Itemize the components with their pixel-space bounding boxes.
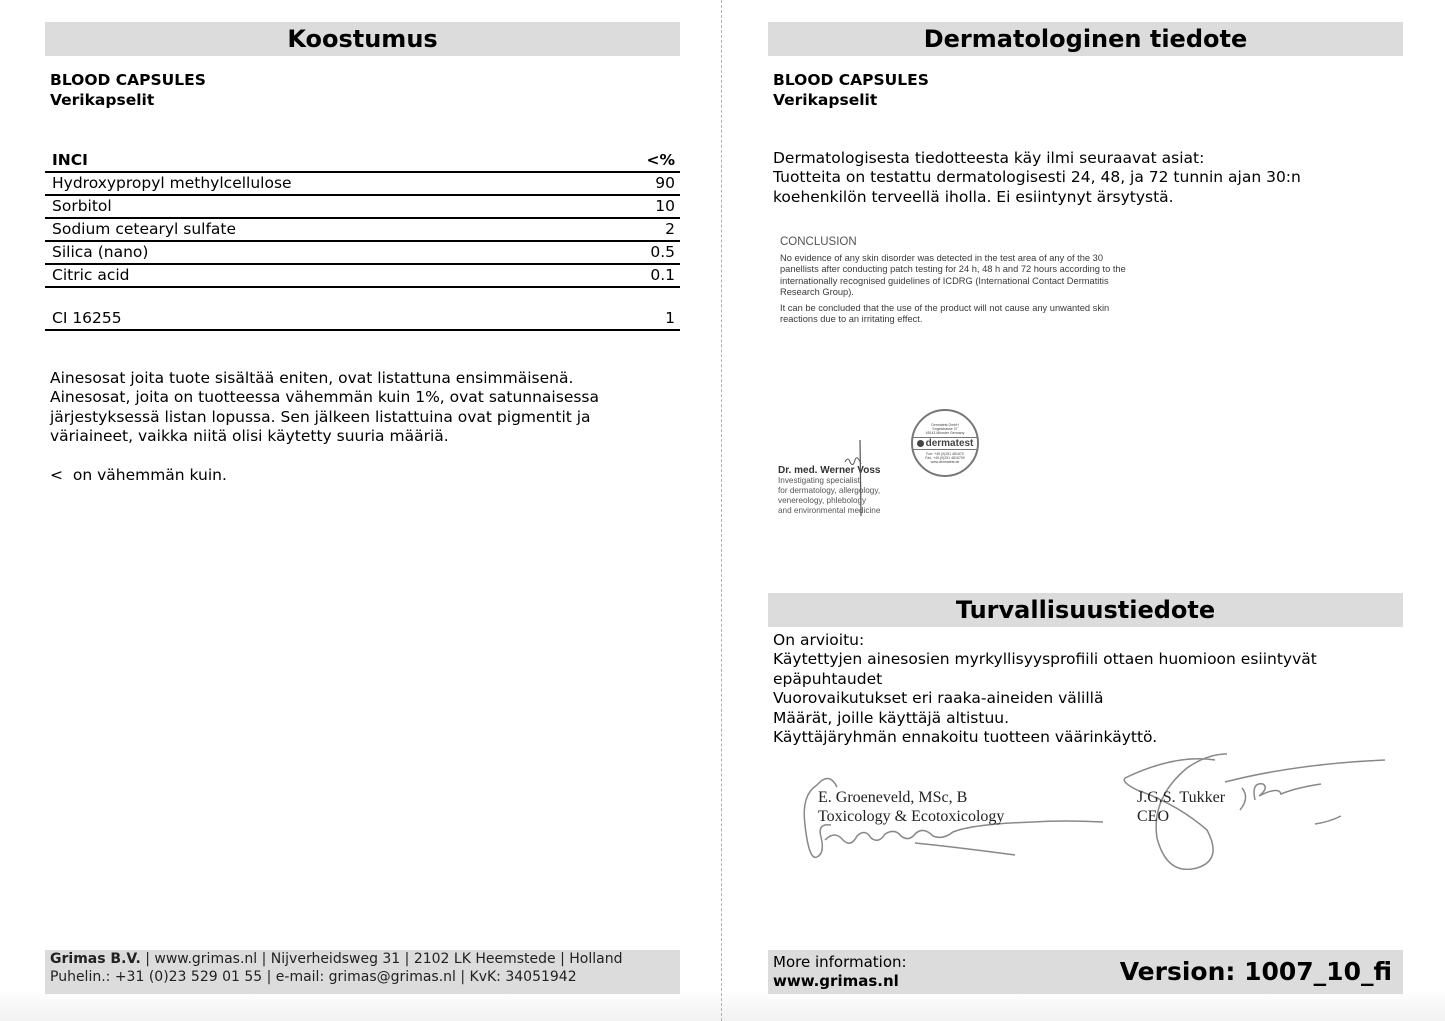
safety-line: Käyttäjäryhmän ennakoitu tuotteen väärinkäyttö. (773, 728, 1158, 747)
intro-line: koehenkilön terveellä iholla. Ei esiintynyt ärsytystä. (773, 187, 1174, 206)
signer-1 (818, 788, 1004, 826)
table-row (45, 242, 680, 265)
company-address: | www.grimas.nl | Nijverheidsweg 31 | 2102 LK Heemstede | Holland (140, 951, 623, 967)
conclusion-title: CONCLUSION (780, 236, 857, 248)
pigment-value: 1 (665, 309, 675, 327)
table-header-row (45, 150, 680, 173)
composition-header: Koostumus (45, 22, 680, 56)
scanned-conclusion (780, 236, 1165, 326)
ingredient-name: Sodium cetearyl sulfate (52, 220, 237, 238)
conclusion-line: Research Group). (780, 286, 854, 297)
table-spacer (45, 288, 680, 308)
note-line: väriaineet, vaikka niitä olisi käytetty suuria määriä. (50, 427, 449, 446)
dermatest-stamp-icon (911, 409, 979, 477)
info-footer (768, 950, 1403, 994)
ingredient-value: 2 (665, 220, 675, 238)
conclusion-line: No evidence of any skin disorder was detected in the test area of any of the 30 (780, 253, 1104, 263)
table-row (45, 265, 680, 288)
company-name: Grimas B.V. (50, 951, 141, 967)
signer-2-role: CEO (1137, 808, 1169, 825)
stamp-dot-icon (917, 440, 924, 447)
footer-line-1 (50, 951, 675, 969)
product-name-fi: Verikapselit (773, 90, 878, 109)
credential-line: and environmental medicine (778, 506, 881, 515)
dermatological-page (768, 0, 1403, 207)
intro-line: Tuotteita on testattu dermatologisesti 24, 48, ja 72 tunnin ajan 30:n (773, 168, 1301, 187)
conclusion-paragraph-2 (780, 303, 1165, 326)
ingredient-name: Silica (nano) (52, 243, 149, 261)
credential-line: for dermatology, allergology, (778, 486, 881, 495)
column-percent: <% (646, 151, 675, 169)
conclusion-line: internationally recognised guidelines of ICDRG (International Contact Dermatitis (780, 275, 1109, 286)
credential-line: venereology, phlebology (778, 496, 867, 505)
more-info (773, 953, 907, 991)
intro-line: Dermatologisesta tiedotteesta käy ilmi seuraavat asiat: (773, 149, 1205, 167)
note-line: Ainesosat, joita on tuotteessa vähemmän kuin 1%, ovat satunnaisessa (50, 388, 600, 407)
ingredient-name: Hydroxypropyl methylcellulose (52, 174, 292, 192)
credential-line: Investigating specialist (778, 476, 860, 485)
more-info-label: More information: (773, 953, 907, 971)
less-than-legend: < on vähemmän kuin. (50, 466, 227, 485)
doctor-name: Dr. med. Werner Voss (778, 465, 881, 476)
signer-1-role: Toxicology & Ecotoxicology (818, 808, 1005, 825)
pigment-name: CI 16255 (52, 309, 122, 327)
ingredient-order-note (45, 369, 680, 485)
safety-line: epäpuhtaudet (773, 669, 883, 688)
pigment-row (45, 308, 680, 331)
safety-line: On arvioitu: (773, 631, 865, 649)
stamp-text: Engelstrasse 37 (932, 426, 958, 431)
note-line: Ainesosat joita tuote sisältää eniten, ovat listattuna ensimmäisenä. (50, 369, 574, 387)
stamp-text: Fon: +49 (0)251 481670 (926, 451, 964, 456)
table-row (45, 219, 680, 242)
website-link[interactable]: www.grimas.nl (773, 972, 899, 990)
product-name: BLOOD CAPSULES (773, 71, 929, 89)
table-row (45, 173, 680, 196)
signer-2 (1137, 788, 1225, 826)
product-name: BLOOD CAPSULES (50, 71, 206, 89)
safety-assessment-list (768, 631, 1403, 747)
table-row (45, 196, 680, 219)
safety-line: Määrät, joille käyttäjä altistuu. (773, 708, 1010, 727)
safety-header: Turvallisuustiedote (768, 593, 1403, 627)
stamp-text: 48143 Münster Germany (925, 430, 965, 435)
stamp-text: Fax: +49 (0)251 4816799 (925, 455, 965, 460)
company-contact: Puhelin.: +31 (0)23 529 01 55 | e-mail: grimas@grimas.nl | KvK: 34051942 (50, 968, 577, 985)
safety-section (768, 593, 1403, 747)
ingredient-name: Citric acid (52, 266, 130, 284)
product-name-fi: Verikapselit (50, 90, 155, 109)
doctor-signature-icon (840, 438, 880, 518)
safety-line: Vuorovaikutukset eri raaka-aineiden välillä (773, 689, 1104, 708)
ingredient-value: 0.1 (650, 266, 675, 284)
company-footer (45, 950, 680, 994)
dermatological-intro (768, 149, 1403, 207)
conclusion-line: reactions due to an irritating effect. (780, 314, 923, 325)
composition-page (45, 0, 680, 485)
stamp-brand-text: dermatest (925, 437, 974, 449)
safety-line: Käytettyjen ainesosien myrkyllisyysprofiili ottaen huomioon esiintyvät (773, 650, 1317, 669)
ingredients-table (45, 150, 680, 331)
signer-1-name: E. Groeneveld, MSc, B (818, 789, 968, 806)
conclusion-paragraph-1 (780, 253, 1165, 298)
dermatological-header: Dermatologinen tiedote (768, 22, 1403, 56)
stamp-brand (913, 437, 977, 450)
page-bottom-shadow (0, 994, 1445, 1021)
signer-2-name: J.G.S. Tukker (1137, 789, 1226, 806)
ingredient-value: 90 (655, 174, 675, 192)
note-line: järjestyksessä listan lopussa. Sen jälkeen listattuina ovat pigmentit ja (50, 407, 591, 426)
stamp-text: Dermatest GmbH (931, 422, 959, 427)
page-divider (721, 0, 722, 1021)
conclusion-line: panellists after conducting patch testing for 24 h, 48 h and 72 hours according to the (780, 264, 1126, 275)
column-inci: INCI (52, 151, 88, 169)
ingredient-value: 0.5 (650, 243, 675, 261)
version-label: Version: 1007_10_fi (1119, 957, 1392, 987)
conclusion-line: It can be concluded that the use of the product will not cause any unwanted skin (780, 303, 1110, 314)
ingredient-name: Sorbitol (52, 197, 112, 215)
ingredient-value: 10 (655, 197, 675, 215)
stamp-text: www.dermatest.de (930, 459, 960, 464)
